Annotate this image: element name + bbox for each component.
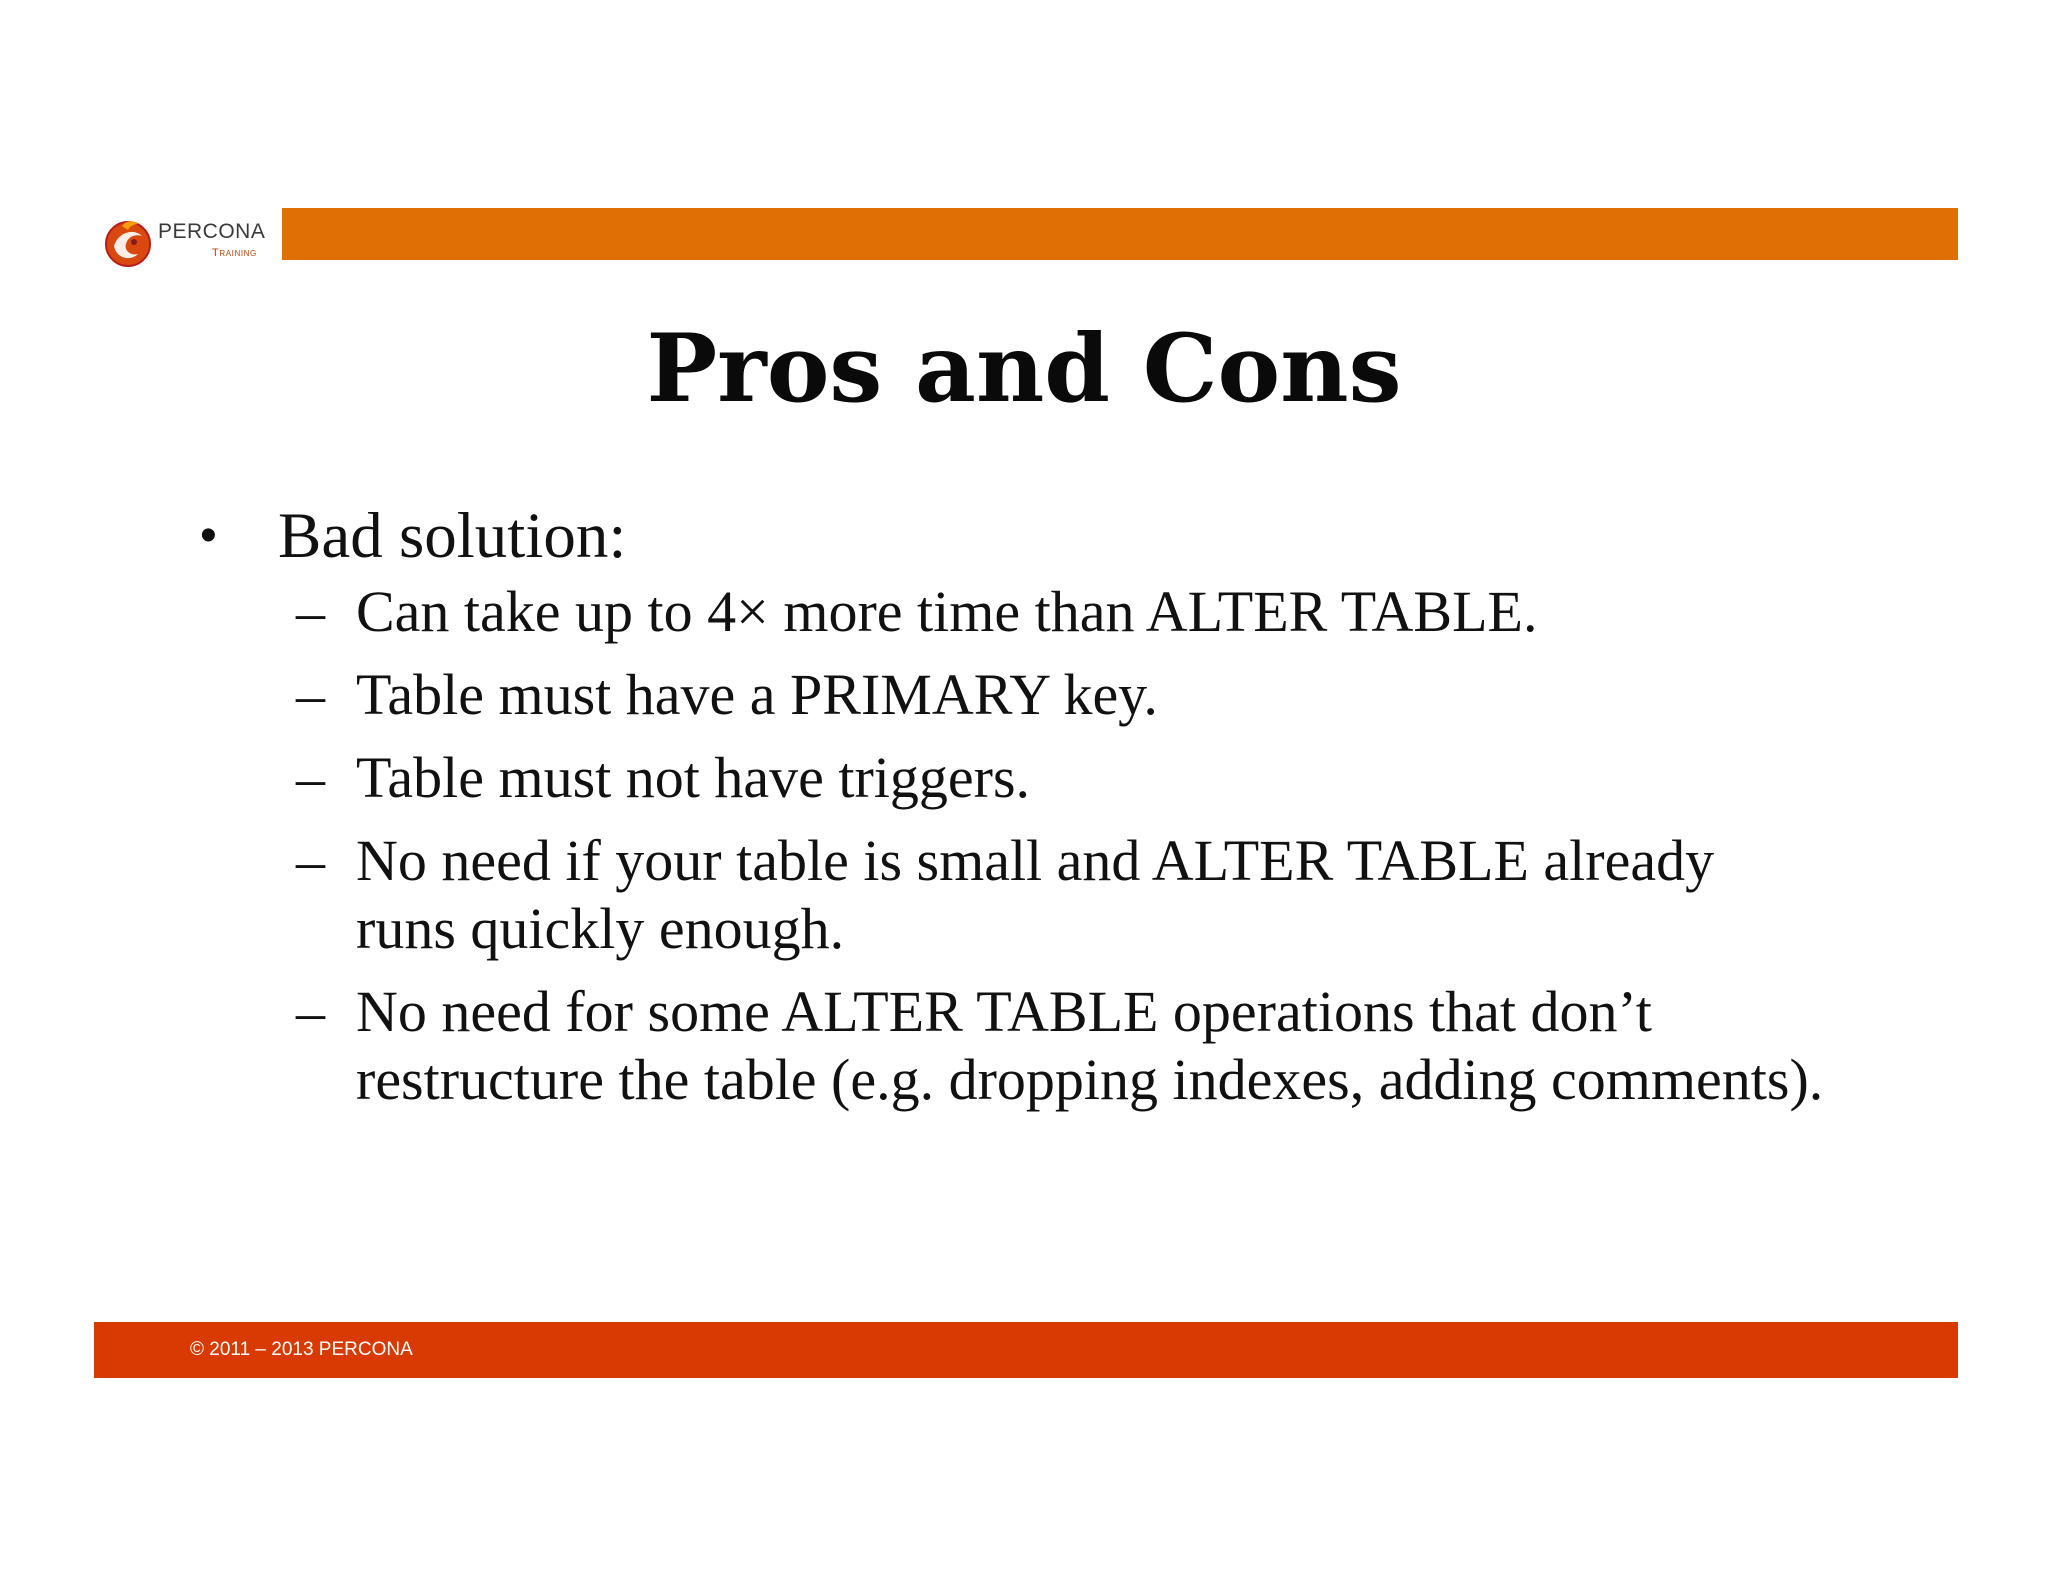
slide-title: Pros and Cons	[646, 314, 1402, 424]
sub-bullet-item	[296, 978, 1856, 1114]
sub-bullet-text: No need if your table is small and ALTER TABLE already runs quickly enough.	[356, 828, 1715, 961]
slide-content	[200, 496, 1900, 1129]
sub-bullet-item	[296, 827, 1756, 963]
dash-icon: –	[296, 579, 325, 644]
bullet-label: Bad solution:	[278, 500, 627, 572]
sub-bullet-list	[200, 578, 1900, 1114]
dash-icon: –	[296, 979, 325, 1044]
percona-logo	[104, 216, 274, 274]
header-bar	[282, 208, 1958, 260]
logo-wordmark: PERCONA	[158, 220, 266, 243]
sub-bullet-text: No need for some ALTER TABLE operations that don’t restructure the table (e.g. dropping indexes, adding comments).	[356, 979, 1824, 1112]
bullet-item	[200, 496, 1900, 576]
sub-bullet-text: Can take up to 4× more time than ALTER TABLE.	[356, 579, 1538, 644]
sub-bullet-item	[296, 578, 1900, 646]
bullet-dot-icon: •	[200, 509, 217, 562]
dash-icon: –	[296, 828, 325, 893]
percona-logo-icon	[104, 216, 152, 268]
sub-bullet-text: Table must not have triggers.	[356, 745, 1031, 810]
footer-bar	[94, 1322, 1958, 1378]
sub-bullet-item	[296, 661, 1900, 729]
sub-bullet-text: Table must have a PRIMARY key.	[356, 662, 1158, 727]
logo-subtitle: Training	[212, 247, 257, 259]
dash-icon: –	[296, 745, 325, 810]
sub-bullet-item	[296, 744, 1900, 812]
dash-icon: –	[296, 662, 325, 727]
copyright-text: © 2011 – 2013 PERCONA	[190, 1339, 413, 1360]
